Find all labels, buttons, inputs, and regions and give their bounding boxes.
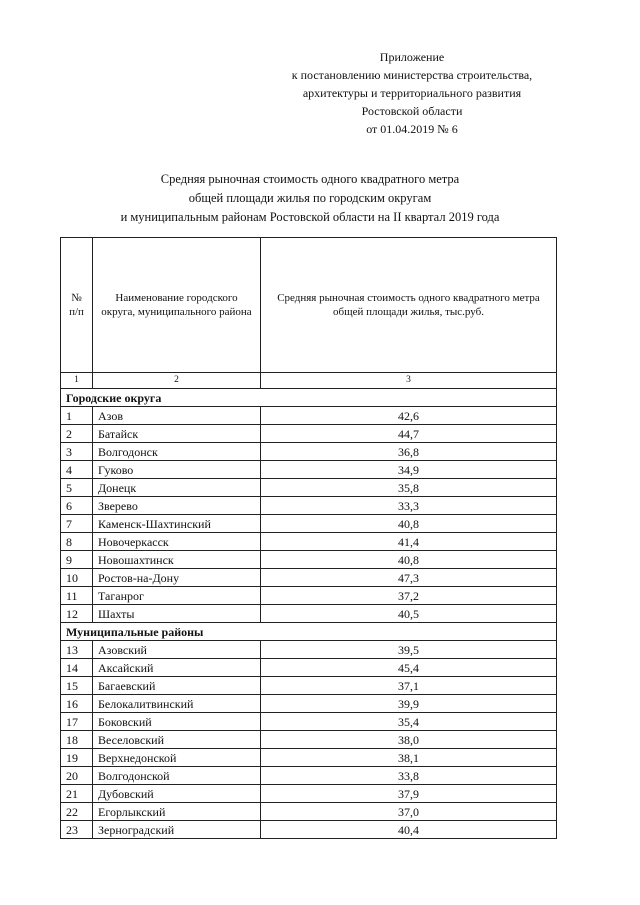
- row-value: 40,5: [261, 605, 557, 623]
- header-num: № п/п: [61, 238, 93, 373]
- row-value: 39,5: [261, 641, 557, 659]
- row-number: 22: [61, 803, 93, 821]
- row-name: Ростов-на-Дону: [93, 569, 261, 587]
- header-name: Наименование городского округа, муниципального района: [93, 238, 261, 373]
- title-line: общей площади жилья по городским округам: [188, 191, 432, 205]
- row-name: Донецк: [93, 479, 261, 497]
- row-name: Гуково: [93, 461, 261, 479]
- row-name: Зерноградский: [93, 821, 261, 839]
- table-header-row: [61, 238, 557, 373]
- row-number: 9: [61, 551, 93, 569]
- row-number: 19: [61, 749, 93, 767]
- column-number-row: [61, 373, 557, 389]
- row-number: 14: [61, 659, 93, 677]
- row-number: 2: [61, 425, 93, 443]
- table-row: [61, 821, 557, 839]
- row-name: Боковский: [93, 713, 261, 731]
- row-value: 37,1: [261, 677, 557, 695]
- row-value: 38,0: [261, 731, 557, 749]
- row-value: 37,9: [261, 785, 557, 803]
- row-number: 5: [61, 479, 93, 497]
- table-row: [61, 551, 557, 569]
- row-name: Батайск: [93, 425, 261, 443]
- row-number: 10: [61, 569, 93, 587]
- row-name: Зверево: [93, 497, 261, 515]
- row-number: 15: [61, 677, 93, 695]
- row-number: 4: [61, 461, 93, 479]
- appendix-block: [262, 48, 562, 138]
- section-row: [61, 623, 557, 641]
- appendix-line: к постановлению министерства строительства,: [291, 68, 533, 82]
- column-number: 3: [261, 373, 557, 389]
- table-row: [61, 767, 557, 785]
- row-value: 37,0: [261, 803, 557, 821]
- table-row: [61, 659, 557, 677]
- row-value: 45,4: [261, 659, 557, 677]
- section-title: Городские округа: [61, 389, 557, 407]
- section-row: [61, 389, 557, 407]
- cost-table: [60, 237, 557, 839]
- row-value: 40,4: [261, 821, 557, 839]
- table-row: [61, 533, 557, 551]
- row-name: Дубовский: [93, 785, 261, 803]
- table-row: [61, 461, 557, 479]
- row-name: Аксайский: [93, 659, 261, 677]
- row-value: 47,3: [261, 569, 557, 587]
- header-cost: Средняя рыночная стоимость одного квадратного метра общей площади жилья, тыс.руб.: [261, 238, 557, 373]
- row-number: 8: [61, 533, 93, 551]
- row-number: 16: [61, 695, 93, 713]
- row-name: Азовский: [93, 641, 261, 659]
- row-name: Новошахтинск: [93, 551, 261, 569]
- appendix-line: от 01.04.2019 № 6: [366, 122, 458, 136]
- document-title: [60, 170, 560, 227]
- column-number: 1: [61, 373, 93, 389]
- row-name: Азов: [93, 407, 261, 425]
- row-name: Багаевский: [93, 677, 261, 695]
- row-number: 17: [61, 713, 93, 731]
- table-row: [61, 641, 557, 659]
- row-number: 12: [61, 605, 93, 623]
- row-value: 40,8: [261, 551, 557, 569]
- table-row: [61, 497, 557, 515]
- row-number: 20: [61, 767, 93, 785]
- row-name: Шахты: [93, 605, 261, 623]
- table-row: [61, 749, 557, 767]
- table-row: [61, 587, 557, 605]
- row-value: 41,4: [261, 533, 557, 551]
- row-value: 33,3: [261, 497, 557, 515]
- row-name: Волгодонск: [93, 443, 261, 461]
- row-value: 35,8: [261, 479, 557, 497]
- row-value: 34,9: [261, 461, 557, 479]
- row-value: 37,2: [261, 587, 557, 605]
- title-line: Средняя рыночная стоимость одного квадратного метра: [160, 172, 460, 186]
- title-line: и муниципальным районам Ростовской области на II квартал 2019 года: [120, 210, 500, 224]
- row-number: 6: [61, 497, 93, 515]
- row-number: 3: [61, 443, 93, 461]
- table-row: [61, 479, 557, 497]
- table-row: [61, 695, 557, 713]
- row-value: 35,4: [261, 713, 557, 731]
- table-row: [61, 785, 557, 803]
- row-number: 11: [61, 587, 93, 605]
- row-value: 36,8: [261, 443, 557, 461]
- row-number: 13: [61, 641, 93, 659]
- table-row: [61, 443, 557, 461]
- appendix-line: архитектуры и территориального развития: [302, 86, 522, 100]
- row-value: 33,8: [261, 767, 557, 785]
- cost-table-body: [61, 238, 557, 839]
- row-value: 44,7: [261, 425, 557, 443]
- row-value: 38,1: [261, 749, 557, 767]
- table-row: [61, 425, 557, 443]
- row-value: 39,9: [261, 695, 557, 713]
- table-row: [61, 407, 557, 425]
- row-name: Белокалитвинский: [93, 695, 261, 713]
- appendix-line: Ростовской области: [361, 104, 463, 118]
- row-number: 1: [61, 407, 93, 425]
- row-number: 23: [61, 821, 93, 839]
- row-number: 7: [61, 515, 93, 533]
- row-number: 21: [61, 785, 93, 803]
- table-row: [61, 731, 557, 749]
- row-name: Таганрог: [93, 587, 261, 605]
- row-name: Веселовский: [93, 731, 261, 749]
- table-row: [61, 515, 557, 533]
- row-name: Егорлыкский: [93, 803, 261, 821]
- row-number: 18: [61, 731, 93, 749]
- appendix-line: Приложение: [379, 50, 445, 64]
- row-name: Верхнедонской: [93, 749, 261, 767]
- row-name: Новочеркасск: [93, 533, 261, 551]
- table-row: [61, 803, 557, 821]
- table-row: [61, 713, 557, 731]
- table-row: [61, 605, 557, 623]
- section-title: Муниципальные районы: [61, 623, 557, 641]
- row-name: Каменск-Шахтинский: [93, 515, 261, 533]
- row-value: 42,6: [261, 407, 557, 425]
- row-name: Волгодонской: [93, 767, 261, 785]
- row-value: 40,8: [261, 515, 557, 533]
- table-row: [61, 677, 557, 695]
- table-row: [61, 569, 557, 587]
- column-number: 2: [93, 373, 261, 389]
